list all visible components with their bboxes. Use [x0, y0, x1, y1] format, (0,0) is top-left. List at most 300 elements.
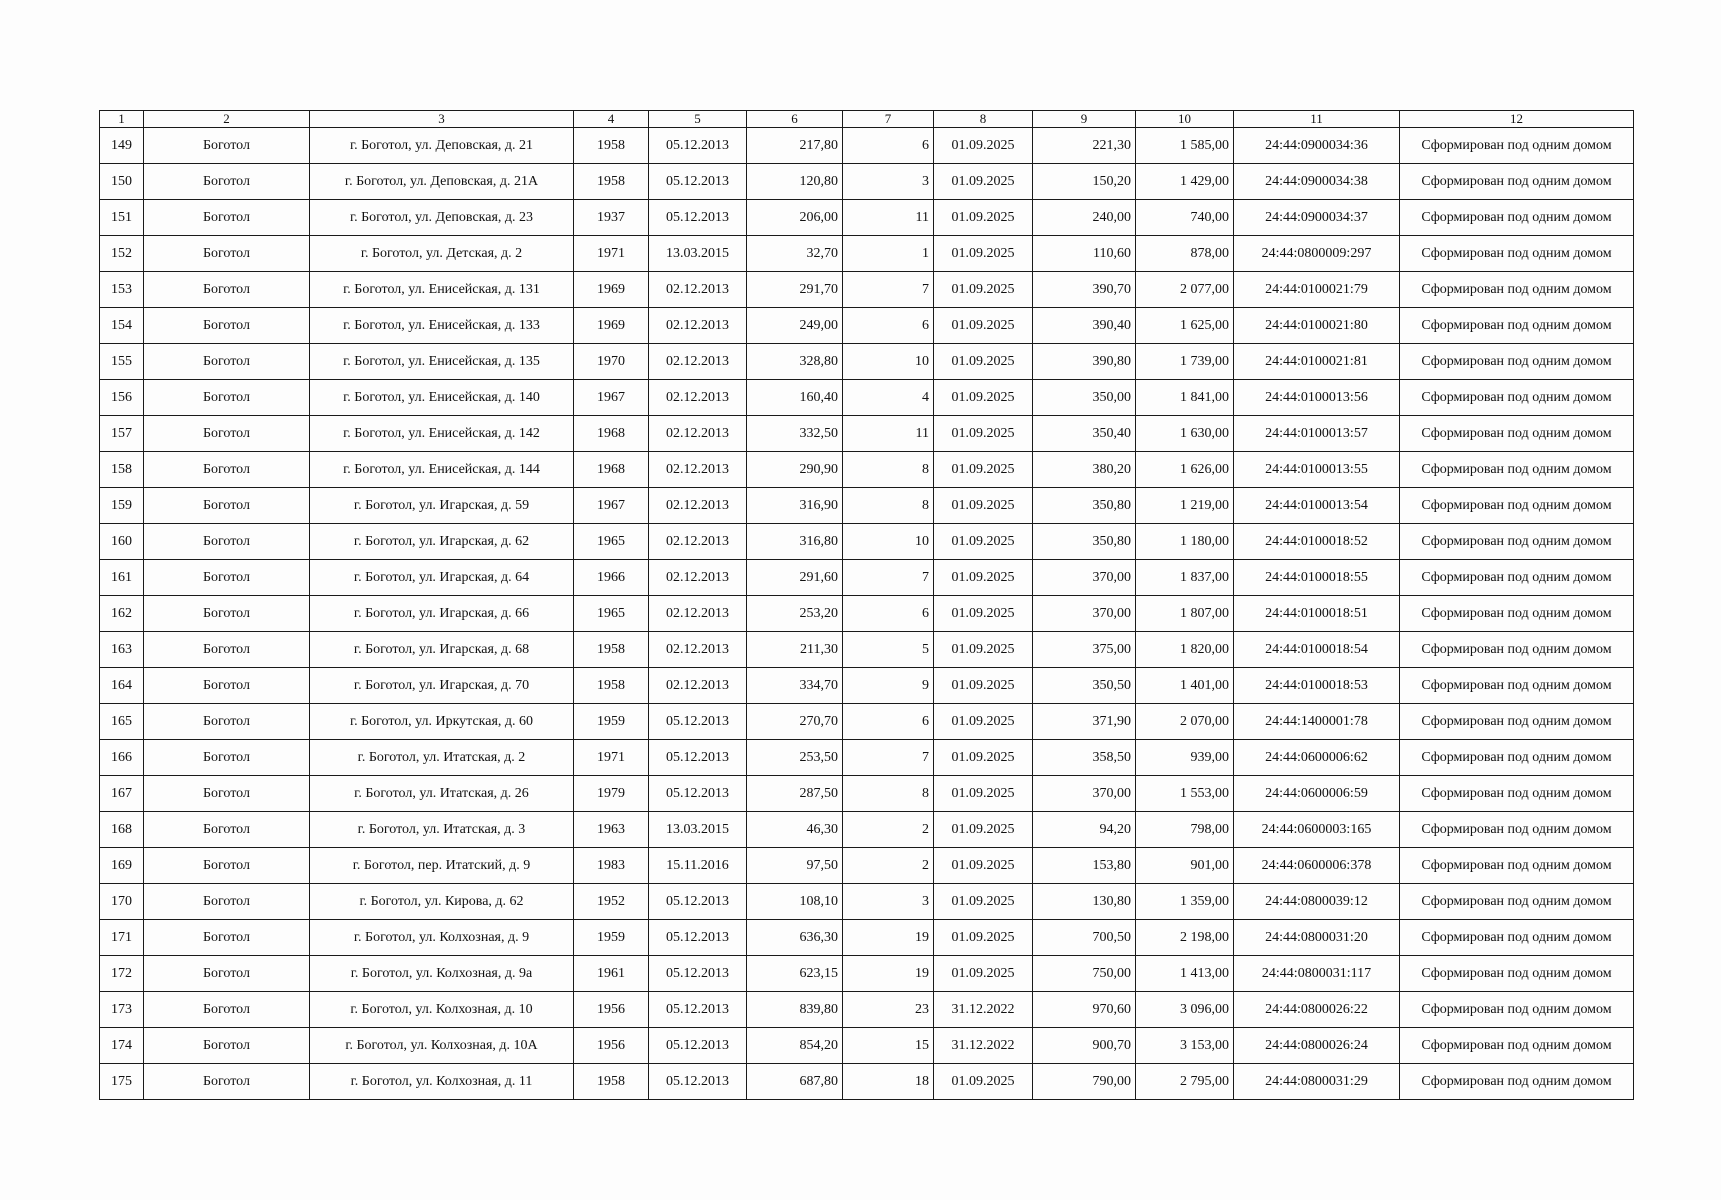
year-cell: 1956 [574, 1028, 649, 1064]
land-area-cell: 2 070,00 [1136, 704, 1234, 740]
year-cell: 1968 [574, 452, 649, 488]
area-total-cell: 350,80 [1033, 488, 1136, 524]
address-cell: г. Боготол, ул. Колхозная, д. 9а [310, 956, 574, 992]
column-header: 12 [1400, 111, 1634, 128]
deadline-date-cell: 01.09.2025 [934, 632, 1033, 668]
table-row [100, 1064, 1634, 1100]
date-cell: 05.12.2013 [649, 200, 747, 236]
area-total-cell: 380,20 [1033, 452, 1136, 488]
count-cell: 7 [843, 740, 934, 776]
municipality-cell: Боготол [144, 596, 310, 632]
municipality-cell: Боготол [144, 200, 310, 236]
land-area-cell: 1 401,00 [1136, 668, 1234, 704]
cadastral-number-cell: 24:44:0100021:81 [1234, 344, 1400, 380]
table-row [100, 920, 1634, 956]
municipality-cell: Боготол [144, 776, 310, 812]
deadline-date-cell: 01.09.2025 [934, 812, 1033, 848]
cadastral-number-cell: 24:44:0100021:79 [1234, 272, 1400, 308]
municipality-cell: Боготол [144, 1064, 310, 1100]
count-cell: 4 [843, 380, 934, 416]
municipality-cell: Боготол [144, 812, 310, 848]
area-total-cell: 900,70 [1033, 1028, 1136, 1064]
row-number-cell: 166 [100, 740, 144, 776]
cadastral-number-cell: 24:44:0100018:53 [1234, 668, 1400, 704]
year-cell: 1961 [574, 956, 649, 992]
address-cell: г. Боготол, ул. Кирова, д. 62 [310, 884, 574, 920]
land-area-cell: 1 180,00 [1136, 524, 1234, 560]
count-cell: 6 [843, 704, 934, 740]
area-cell: 160,40 [747, 380, 843, 416]
cadastral-number-cell: 24:44:0600006:59 [1234, 776, 1400, 812]
table-header [100, 111, 1634, 128]
municipality-cell: Боготол [144, 740, 310, 776]
municipality-cell: Боготол [144, 488, 310, 524]
land-area-cell: 1 630,00 [1136, 416, 1234, 452]
land-area-cell: 3 153,00 [1136, 1028, 1234, 1064]
status-cell: Сформирован под одним домом [1400, 776, 1634, 812]
status-cell: Сформирован под одним домом [1400, 1064, 1634, 1100]
deadline-date-cell: 01.09.2025 [934, 740, 1033, 776]
area-cell: 120,80 [747, 164, 843, 200]
area-cell: 291,70 [747, 272, 843, 308]
area-total-cell: 350,50 [1033, 668, 1136, 704]
deadline-date-cell: 31.12.2022 [934, 1028, 1033, 1064]
land-area-cell: 1 219,00 [1136, 488, 1234, 524]
column-header: 4 [574, 111, 649, 128]
deadline-date-cell: 01.09.2025 [934, 128, 1033, 164]
municipality-cell: Боготол [144, 1028, 310, 1064]
year-cell: 1983 [574, 848, 649, 884]
area-cell: 636,30 [747, 920, 843, 956]
area-cell: 316,80 [747, 524, 843, 560]
deadline-date-cell: 01.09.2025 [934, 596, 1033, 632]
land-area-cell: 1 807,00 [1136, 596, 1234, 632]
column-header: 2 [144, 111, 310, 128]
status-cell: Сформирован под одним домом [1400, 344, 1634, 380]
date-cell: 05.12.2013 [649, 704, 747, 740]
count-cell: 8 [843, 452, 934, 488]
status-cell: Сформирован под одним домом [1400, 272, 1634, 308]
date-cell: 05.12.2013 [649, 920, 747, 956]
table-row [100, 452, 1634, 488]
cadastral-number-cell: 24:44:0100013:56 [1234, 380, 1400, 416]
year-cell: 1958 [574, 128, 649, 164]
cadastral-number-cell: 24:44:0100018:54 [1234, 632, 1400, 668]
date-cell: 02.12.2013 [649, 668, 747, 704]
date-cell: 02.12.2013 [649, 308, 747, 344]
date-cell: 02.12.2013 [649, 596, 747, 632]
deadline-date-cell: 01.09.2025 [934, 380, 1033, 416]
deadline-date-cell: 01.09.2025 [934, 200, 1033, 236]
municipality-cell: Боготол [144, 632, 310, 668]
area-cell: 46,30 [747, 812, 843, 848]
address-cell: г. Боготол, ул. Игарская, д. 70 [310, 668, 574, 704]
address-cell: г. Боготол, ул. Колхозная, д. 11 [310, 1064, 574, 1100]
count-cell: 8 [843, 776, 934, 812]
date-cell: 02.12.2013 [649, 344, 747, 380]
date-cell: 02.12.2013 [649, 524, 747, 560]
area-cell: 253,20 [747, 596, 843, 632]
area-cell: 249,00 [747, 308, 843, 344]
area-cell: 316,90 [747, 488, 843, 524]
status-cell: Сформирован под одним домом [1400, 956, 1634, 992]
count-cell: 3 [843, 164, 934, 200]
cadastral-number-cell: 24:44:0100018:51 [1234, 596, 1400, 632]
address-cell: г. Боготол, ул. Енисейская, д. 135 [310, 344, 574, 380]
cadastral-number-cell: 24:44:0800031:20 [1234, 920, 1400, 956]
date-cell: 05.12.2013 [649, 992, 747, 1028]
table-row [100, 164, 1634, 200]
status-cell: Сформирован под одним домом [1400, 416, 1634, 452]
date-cell: 02.12.2013 [649, 632, 747, 668]
status-cell: Сформирован под одним домом [1400, 1028, 1634, 1064]
count-cell: 7 [843, 272, 934, 308]
table-row [100, 524, 1634, 560]
area-total-cell: 375,00 [1033, 632, 1136, 668]
row-number-cell: 171 [100, 920, 144, 956]
land-area-cell: 1 626,00 [1136, 452, 1234, 488]
land-area-cell: 1 413,00 [1136, 956, 1234, 992]
year-cell: 1967 [574, 488, 649, 524]
address-cell: г. Боготол, ул. Колхозная, д. 9 [310, 920, 574, 956]
row-number-cell: 170 [100, 884, 144, 920]
deadline-date-cell: 01.09.2025 [934, 1064, 1033, 1100]
count-cell: 6 [843, 596, 934, 632]
land-area-cell: 2 077,00 [1136, 272, 1234, 308]
address-cell: г. Боготол, ул. Итатская, д. 2 [310, 740, 574, 776]
year-cell: 1969 [574, 272, 649, 308]
address-cell: г. Боготол, ул. Игарская, д. 62 [310, 524, 574, 560]
deadline-date-cell: 01.09.2025 [934, 344, 1033, 380]
table-row [100, 812, 1634, 848]
column-header: 7 [843, 111, 934, 128]
area-cell: 270,70 [747, 704, 843, 740]
area-total-cell: 221,30 [1033, 128, 1136, 164]
area-total-cell: 371,90 [1033, 704, 1136, 740]
cadastral-number-cell: 24:44:1400001:78 [1234, 704, 1400, 740]
area-total-cell: 110,60 [1033, 236, 1136, 272]
cadastral-number-cell: 24:44:0800031:117 [1234, 956, 1400, 992]
column-header: 3 [310, 111, 574, 128]
area-cell: 290,90 [747, 452, 843, 488]
cadastral-number-cell: 24:44:0900034:38 [1234, 164, 1400, 200]
address-cell: г. Боготол, ул. Деповская, д. 21 [310, 128, 574, 164]
status-cell: Сформирован под одним домом [1400, 992, 1634, 1028]
count-cell: 7 [843, 560, 934, 596]
year-cell: 1979 [574, 776, 649, 812]
status-cell: Сформирован под одним домом [1400, 812, 1634, 848]
deadline-date-cell: 01.09.2025 [934, 848, 1033, 884]
housing-registry-table [99, 110, 1634, 1100]
area-total-cell: 370,00 [1033, 776, 1136, 812]
status-cell: Сформирован под одним домом [1400, 596, 1634, 632]
row-number-cell: 149 [100, 128, 144, 164]
area-cell: 334,70 [747, 668, 843, 704]
column-header: 5 [649, 111, 747, 128]
address-cell: г. Боготол, ул. Колхозная, д. 10 [310, 992, 574, 1028]
land-area-cell: 901,00 [1136, 848, 1234, 884]
count-cell: 6 [843, 128, 934, 164]
column-header: 10 [1136, 111, 1234, 128]
status-cell: Сформирован под одним домом [1400, 704, 1634, 740]
area-total-cell: 358,50 [1033, 740, 1136, 776]
land-area-cell: 1 841,00 [1136, 380, 1234, 416]
cadastral-number-cell: 24:44:0900034:37 [1234, 200, 1400, 236]
header-row [100, 111, 1634, 128]
table-row [100, 1028, 1634, 1064]
cadastral-number-cell: 24:44:0100013:55 [1234, 452, 1400, 488]
land-area-cell: 2 198,00 [1136, 920, 1234, 956]
land-area-cell: 1 837,00 [1136, 560, 1234, 596]
municipality-cell: Боготол [144, 992, 310, 1028]
count-cell: 2 [843, 848, 934, 884]
row-number-cell: 175 [100, 1064, 144, 1100]
year-cell: 1958 [574, 632, 649, 668]
cadastral-number-cell: 24:44:0800031:29 [1234, 1064, 1400, 1100]
row-number-cell: 157 [100, 416, 144, 452]
table-row [100, 200, 1634, 236]
count-cell: 1 [843, 236, 934, 272]
land-area-cell: 878,00 [1136, 236, 1234, 272]
table-row [100, 236, 1634, 272]
address-cell: г. Боготол, ул. Енисейская, д. 140 [310, 380, 574, 416]
deadline-date-cell: 01.09.2025 [934, 164, 1033, 200]
address-cell: г. Боготол, ул. Детская, д. 2 [310, 236, 574, 272]
address-cell: г. Боготол, ул. Иркутская, д. 60 [310, 704, 574, 740]
status-cell: Сформирован под одним домом [1400, 884, 1634, 920]
row-number-cell: 165 [100, 704, 144, 740]
status-cell: Сформирован под одним домом [1400, 848, 1634, 884]
municipality-cell: Боготол [144, 128, 310, 164]
status-cell: Сформирован под одним домом [1400, 524, 1634, 560]
status-cell: Сформирован под одним домом [1400, 380, 1634, 416]
date-cell: 05.12.2013 [649, 884, 747, 920]
status-cell: Сформирован под одним домом [1400, 452, 1634, 488]
land-area-cell: 3 096,00 [1136, 992, 1234, 1028]
land-area-cell: 1 625,00 [1136, 308, 1234, 344]
address-cell: г. Боготол, ул. Игарская, д. 68 [310, 632, 574, 668]
count-cell: 6 [843, 308, 934, 344]
date-cell: 13.03.2015 [649, 236, 747, 272]
status-cell: Сформирован под одним домом [1400, 164, 1634, 200]
land-area-cell: 1 820,00 [1136, 632, 1234, 668]
table-row [100, 992, 1634, 1028]
year-cell: 1963 [574, 812, 649, 848]
row-number-cell: 172 [100, 956, 144, 992]
land-area-cell: 740,00 [1136, 200, 1234, 236]
year-cell: 1959 [574, 704, 649, 740]
column-header: 1 [100, 111, 144, 128]
date-cell: 02.12.2013 [649, 380, 747, 416]
table-row [100, 344, 1634, 380]
address-cell: г. Боготол, ул. Енисейская, д. 133 [310, 308, 574, 344]
land-area-cell: 1 739,00 [1136, 344, 1234, 380]
area-total-cell: 240,00 [1033, 200, 1136, 236]
area-total-cell: 153,80 [1033, 848, 1136, 884]
area-total-cell: 350,80 [1033, 524, 1136, 560]
year-cell: 1968 [574, 416, 649, 452]
area-cell: 287,50 [747, 776, 843, 812]
count-cell: 18 [843, 1064, 934, 1100]
deadline-date-cell: 01.09.2025 [934, 308, 1033, 344]
row-number-cell: 161 [100, 560, 144, 596]
area-total-cell: 790,00 [1033, 1064, 1136, 1100]
address-cell: г. Боготол, пер. Итатский, д. 9 [310, 848, 574, 884]
municipality-cell: Боготол [144, 704, 310, 740]
address-cell: г. Боготол, ул. Игарская, д. 64 [310, 560, 574, 596]
date-cell: 05.12.2013 [649, 956, 747, 992]
area-cell: 97,50 [747, 848, 843, 884]
date-cell: 15.11.2016 [649, 848, 747, 884]
count-cell: 2 [843, 812, 934, 848]
address-cell: г. Боготол, ул. Енисейская, д. 131 [310, 272, 574, 308]
deadline-date-cell: 01.09.2025 [934, 272, 1033, 308]
row-number-cell: 155 [100, 344, 144, 380]
date-cell: 02.12.2013 [649, 416, 747, 452]
municipality-cell: Боготол [144, 452, 310, 488]
year-cell: 1971 [574, 236, 649, 272]
table-body [100, 128, 1634, 1100]
row-number-cell: 164 [100, 668, 144, 704]
date-cell: 05.12.2013 [649, 128, 747, 164]
land-area-cell: 2 795,00 [1136, 1064, 1234, 1100]
address-cell: г. Боготол, ул. Енисейская, д. 142 [310, 416, 574, 452]
count-cell: 23 [843, 992, 934, 1028]
area-total-cell: 130,80 [1033, 884, 1136, 920]
deadline-date-cell: 01.09.2025 [934, 488, 1033, 524]
deadline-date-cell: 01.09.2025 [934, 704, 1033, 740]
area-total-cell: 370,00 [1033, 560, 1136, 596]
deadline-date-cell: 01.09.2025 [934, 416, 1033, 452]
column-header: 11 [1234, 111, 1400, 128]
row-number-cell: 151 [100, 200, 144, 236]
land-area-cell: 1 359,00 [1136, 884, 1234, 920]
date-cell: 05.12.2013 [649, 164, 747, 200]
count-cell: 8 [843, 488, 934, 524]
cadastral-number-cell: 24:44:0800026:22 [1234, 992, 1400, 1028]
table-row [100, 308, 1634, 344]
year-cell: 1937 [574, 200, 649, 236]
count-cell: 9 [843, 668, 934, 704]
cadastral-number-cell: 24:44:0800039:12 [1234, 884, 1400, 920]
land-area-cell: 939,00 [1136, 740, 1234, 776]
area-cell: 839,80 [747, 992, 843, 1028]
municipality-cell: Боготол [144, 956, 310, 992]
table-row [100, 848, 1634, 884]
deadline-date-cell: 31.12.2022 [934, 992, 1033, 1028]
status-cell: Сформирован под одним домом [1400, 128, 1634, 164]
date-cell: 05.12.2013 [649, 776, 747, 812]
cadastral-number-cell: 24:44:0600003:165 [1234, 812, 1400, 848]
year-cell: 1958 [574, 668, 649, 704]
address-cell: г. Боготол, ул. Колхозная, д. 10А [310, 1028, 574, 1064]
land-area-cell: 1 429,00 [1136, 164, 1234, 200]
address-cell: г. Боготол, ул. Итатская, д. 26 [310, 776, 574, 812]
column-header: 8 [934, 111, 1033, 128]
area-total-cell: 390,80 [1033, 344, 1136, 380]
year-cell: 1970 [574, 344, 649, 380]
land-area-cell: 1 585,00 [1136, 128, 1234, 164]
address-cell: г. Боготол, ул. Деповская, д. 21А [310, 164, 574, 200]
year-cell: 1958 [574, 1064, 649, 1100]
year-cell: 1966 [574, 560, 649, 596]
municipality-cell: Боготол [144, 344, 310, 380]
table-row [100, 380, 1634, 416]
land-area-cell: 798,00 [1136, 812, 1234, 848]
table-row [100, 272, 1634, 308]
municipality-cell: Боготол [144, 308, 310, 344]
row-number-cell: 160 [100, 524, 144, 560]
municipality-cell: Боготол [144, 884, 310, 920]
count-cell: 15 [843, 1028, 934, 1064]
table-row [100, 740, 1634, 776]
date-cell: 13.03.2015 [649, 812, 747, 848]
table-row [100, 668, 1634, 704]
count-cell: 10 [843, 524, 934, 560]
area-cell: 332,50 [747, 416, 843, 452]
status-cell: Сформирован под одним домом [1400, 236, 1634, 272]
municipality-cell: Боготол [144, 848, 310, 884]
row-number-cell: 162 [100, 596, 144, 632]
area-total-cell: 390,40 [1033, 308, 1136, 344]
address-cell: г. Боготол, ул. Игарская, д. 59 [310, 488, 574, 524]
date-cell: 02.12.2013 [649, 488, 747, 524]
area-cell: 854,20 [747, 1028, 843, 1064]
count-cell: 11 [843, 200, 934, 236]
date-cell: 02.12.2013 [649, 452, 747, 488]
status-cell: Сформирован под одним домом [1400, 920, 1634, 956]
municipality-cell: Боготол [144, 560, 310, 596]
municipality-cell: Боготол [144, 272, 310, 308]
area-total-cell: 750,00 [1033, 956, 1136, 992]
row-number-cell: 150 [100, 164, 144, 200]
area-cell: 687,80 [747, 1064, 843, 1100]
deadline-date-cell: 01.09.2025 [934, 956, 1033, 992]
count-cell: 19 [843, 920, 934, 956]
table-row [100, 596, 1634, 632]
row-number-cell: 159 [100, 488, 144, 524]
deadline-date-cell: 01.09.2025 [934, 524, 1033, 560]
area-cell: 108,10 [747, 884, 843, 920]
area-cell: 32,70 [747, 236, 843, 272]
count-cell: 3 [843, 884, 934, 920]
address-cell: г. Боготол, ул. Деповская, д. 23 [310, 200, 574, 236]
cadastral-number-cell: 24:44:0100013:57 [1234, 416, 1400, 452]
area-cell: 623,15 [747, 956, 843, 992]
status-cell: Сформирован под одним домом [1400, 308, 1634, 344]
municipality-cell: Боготол [144, 524, 310, 560]
row-number-cell: 154 [100, 308, 144, 344]
row-number-cell: 169 [100, 848, 144, 884]
cadastral-number-cell: 24:44:0100013:54 [1234, 488, 1400, 524]
deadline-date-cell: 01.09.2025 [934, 776, 1033, 812]
area-total-cell: 350,40 [1033, 416, 1136, 452]
year-cell: 1971 [574, 740, 649, 776]
status-cell: Сформирован под одним домом [1400, 668, 1634, 704]
row-number-cell: 156 [100, 380, 144, 416]
status-cell: Сформирован под одним домом [1400, 740, 1634, 776]
cadastral-number-cell: 24:44:0900034:36 [1234, 128, 1400, 164]
deadline-date-cell: 01.09.2025 [934, 884, 1033, 920]
area-total-cell: 94,20 [1033, 812, 1136, 848]
row-number-cell: 163 [100, 632, 144, 668]
table-row [100, 488, 1634, 524]
municipality-cell: Боготол [144, 416, 310, 452]
row-number-cell: 152 [100, 236, 144, 272]
year-cell: 1969 [574, 308, 649, 344]
row-number-cell: 174 [100, 1028, 144, 1064]
area-total-cell: 390,70 [1033, 272, 1136, 308]
